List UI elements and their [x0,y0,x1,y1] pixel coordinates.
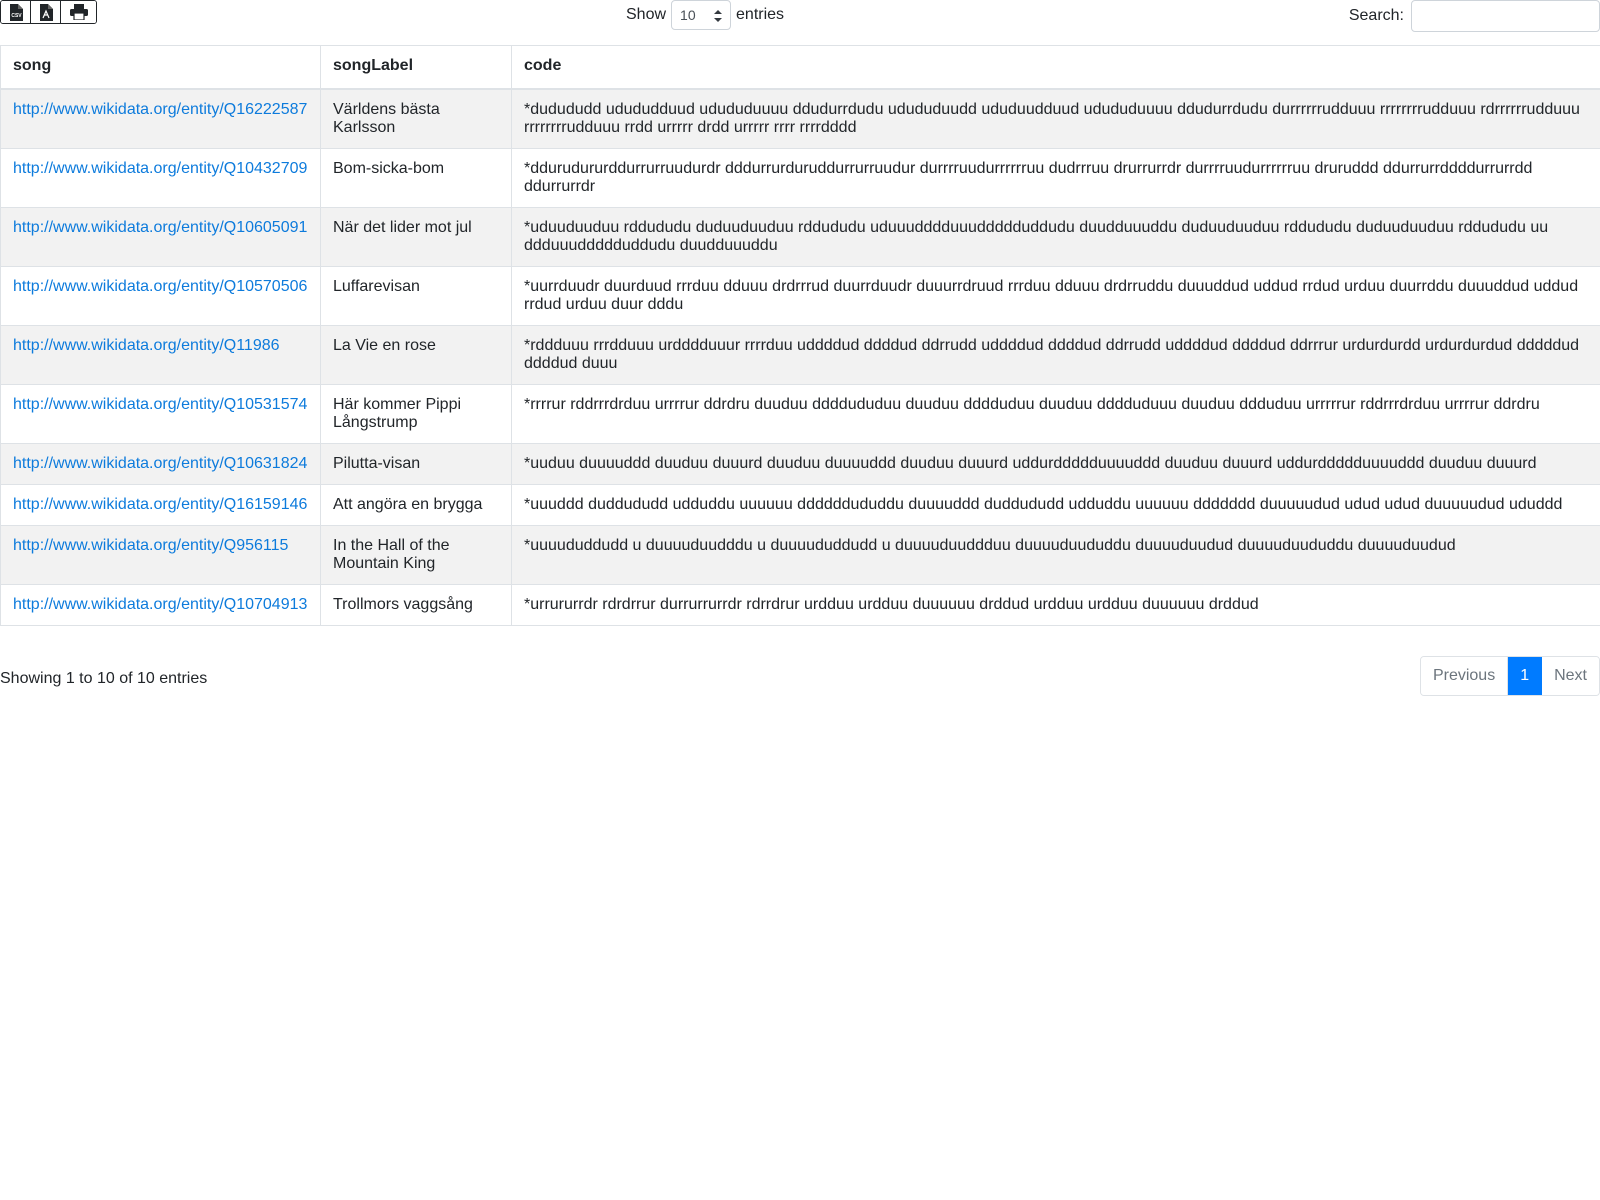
code-cell: *dudududd udududduud udududuuuu ddudurrdudu udududuudd ududuudduud udududuuuu ddudurrdudu durrrrrrudduuu rrrrrrrrudduuu rdrrrrrrudduuu rrrrrrrrudduuu rrdd urrrrr drdd urrrrr rrrr rrrrdddd [512,89,1600,149]
song-cell [1,585,321,626]
song-link[interactable]: http://www.wikidata.org/entity/Q16222587 [13,101,308,118]
table-row [1,585,1600,626]
song-link[interactable]: http://www.wikidata.org/entity/Q10605091 [13,219,308,236]
song-cell [1,444,321,485]
code-cell: *ddurudururddurrurruudurdr dddurrurduruddurrurruudur durrrruudurrrrrruu dudrrruu drurrurrdr durrrruudurrrrrruu druruddd ddurrurrddddurrurrdd ddurrurrdr [512,149,1600,208]
code-cell: *uduuduuduu rddududu duduuduuduu rddududu uduuudddduuuddddduddudu duudduuuddu duduuduuduu rddududu duduuduuduu rddududu uu ddduuuddddduddudu duudduuuddu [512,208,1600,267]
song-cell [1,267,321,326]
table-row [1,485,1600,526]
song-label-cell: La Vie en rose [321,326,512,385]
song-cell [1,385,321,444]
song-label-cell: Att angöra en brygga [321,485,512,526]
song-link[interactable]: http://www.wikidata.org/entity/Q10432709 [13,160,308,177]
entries-per-page-select[interactable] [671,0,731,30]
song-link[interactable]: http://www.wikidata.org/entity/Q10704913 [13,596,308,613]
pdf-icon [39,4,53,21]
table-row [1,208,1600,267]
export-toolbar [0,0,97,24]
code-cell: *uuuududdudd u duuuuduudddu u duuuududdudd u duuuuduuddduu duuuuduududdu duuuuduudud duuuuduududdu duuuuduudud [512,526,1600,585]
song-label-cell: Världens bästa Karlsson [321,89,512,149]
song-label-cell: Luffarevisan [321,267,512,326]
table-row [1,267,1600,326]
search-input[interactable] [1411,0,1600,32]
code-cell: *uuuddd duddududd udduddu uuuuuu ddddddududdu duuuuddd duddududd udduddu uuuuuu ddddddd duuuuudud udud udud duuuuudud ududdd [512,485,1600,526]
song-label-cell: Trollmors vaggsång [321,585,512,626]
code-cell: *uurrduudr duurduud rrrduu dduuu drdrrrud duurrduudr duuurrdruud rrrduu dduuu drdrruddu duuuddud uddud rrdud urduu duurrddu duuuddud uddud rrdud urduu duur dddu [512,267,1600,326]
table-row [1,526,1600,585]
table-info: Showing 1 to 10 of 10 entries [0,670,208,687]
print-button[interactable] [61,1,96,23]
song-link[interactable]: http://www.wikidata.org/entity/Q11986 [13,337,280,354]
songs-table [0,45,1600,626]
table-row [1,149,1600,208]
next-page-button[interactable]: Next [1542,657,1599,695]
column-header-songlabel[interactable]: songLabel [321,46,512,90]
song-label-cell: Pilutta-visan [321,444,512,485]
song-cell [1,485,321,526]
song-label-cell: När det lider mot jul [321,208,512,267]
song-cell [1,149,321,208]
previous-page-button[interactable]: Previous [1421,657,1508,695]
code-cell: *rrrrur rddrrrdrduu urrrrur ddrdru duuduu ddddududuu duuduu dddduduu duuduu dddduduuu duuduu ddduduu urrrrrur rddrrrdrduu urrrrur ddrdru [512,385,1600,444]
csv-export-button[interactable] [1,1,31,23]
column-header-code[interactable]: code [512,46,1600,90]
song-label-cell: In the Hall of the Mountain King [321,526,512,585]
table-row [1,385,1600,444]
entries-length-control [626,0,784,30]
entries-label: entries [736,6,785,23]
pagination [1420,656,1600,696]
table-row [1,89,1600,149]
csv-text: CSV [10,12,22,19]
search-control [1349,0,1600,32]
song-label-cell: Här kommer Pippi Långstrump [321,385,512,444]
code-cell: *rddduuu rrrdduuu urdddduuur rrrrduu uddddud ddddud ddrrudd uddddud ddddud ddrrudd uddddud ddddud ddrrrur urdurdurdd urdurdurdud dddddud ddddud duuu [512,326,1600,385]
table-header-row [1,46,1600,90]
song-link[interactable]: http://www.wikidata.org/entity/Q956115 [13,537,289,554]
show-label: Show [626,6,667,23]
code-cell: *uuduu duuuuddd duuduu duuurd duuduu duuuuddd duuduu duuurd uddurddddduuuuddd duuduu duuurd uddurddddduuuuddd duuduu duuurd [512,444,1600,485]
song-cell [1,208,321,267]
select-arrows-icon [714,9,722,23]
song-link[interactable]: http://www.wikidata.org/entity/Q10531574 [13,396,308,413]
entries-per-page-value: 10 [680,7,696,23]
song-label-cell: Bom-sicka-bom [321,149,512,208]
code-cell: *urrururrdr rdrdrrur durrurrurrdr rdrrdrur urdduu urdduu duuuuuu drddud urdduu urdduu duuuuuu drddud [512,585,1600,626]
song-cell [1,89,321,149]
song-cell [1,326,321,385]
song-link[interactable]: http://www.wikidata.org/entity/Q10631824 [13,455,308,472]
song-cell [1,526,321,585]
pdf-export-button[interactable] [31,1,61,23]
csv-file-icon [9,4,23,21]
song-link[interactable]: http://www.wikidata.org/entity/Q16159146 [13,496,308,513]
column-header-song[interactable]: song [1,46,321,90]
table-row [1,444,1600,485]
page-1-button[interactable]: 1 [1508,657,1542,695]
song-link[interactable]: http://www.wikidata.org/entity/Q10570506 [13,278,308,295]
search-label: Search: [1348,7,1404,24]
table-row [1,326,1600,385]
print-icon [70,4,88,20]
